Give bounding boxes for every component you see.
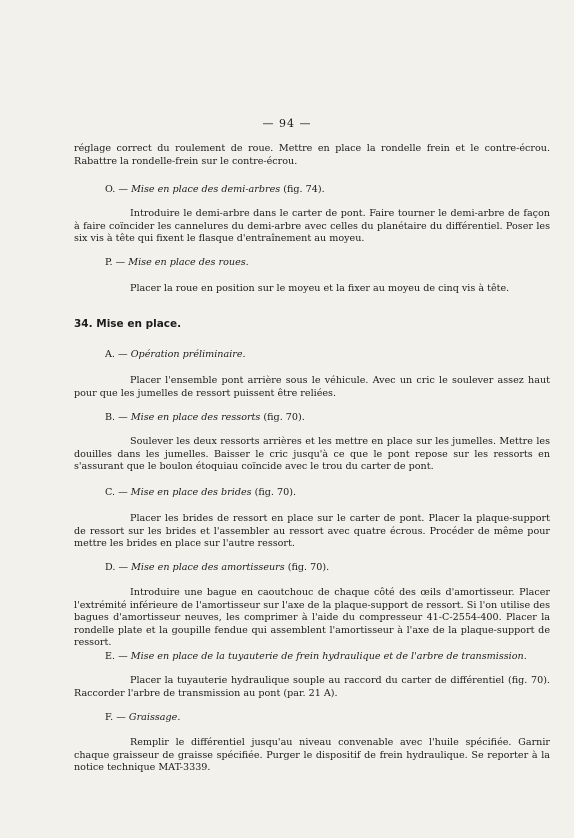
heading-o-title: Mise en place des demi-arbres	[131, 184, 281, 195]
paragraph-p: Placer la roue en position sur le moyeu et la fixer au moyeu de cinq vis à tête.	[130, 283, 510, 294]
heading-c	[105, 487, 296, 498]
page-number: — 94 —	[262, 117, 312, 130]
heading-e-letter: E. —	[105, 651, 128, 662]
heading-p-title: Mise en place des roues.	[128, 257, 249, 268]
paragraph-c: Placer les brides de ressort en place sur le carter de pont. Placer la plaque-support de ressort sur les brides et l'assembler au ressort avec quatre écrous. Procéder de même pour mettre les brides en place sur l'autre ressort.	[74, 513, 550, 550]
heading-o-ref: (fig. 74).	[283, 184, 325, 195]
heading-d-letter: D. —	[105, 562, 129, 573]
heading-c-title: Mise en place des brides	[130, 487, 252, 498]
heading-b-letter: B. —	[105, 412, 128, 423]
heading-d	[105, 562, 329, 573]
heading-b-title: Mise en place des ressorts	[130, 412, 261, 423]
heading-b-ref: (fig. 70).	[263, 412, 305, 423]
paragraph-b: Soulever les deux ressorts arrières et les mettre en place sur les jumelles. Mettre les douilles dans les jumelles. Baisser le cric jusqu'à ce que le pont repose sur les ressorts en s'assurant que le boulon étoquiau coïncide avec le trou du carter de pont.	[74, 436, 550, 473]
paragraph-d: Introduire une bague en caoutchouc de chaque côté des œils d'amortisseur. Placer l'extrémité inférieure de l'amortisseur sur l'axe de la plaque-support de ressort. Si l'on utilise des bagues d'amortisseur neuves, les comprimer à l'aide du compresseur 41-C-2554-400. Placer la rondelle plate et la goupille fendue qui assemblent l'amortisseur à l'axe de la plaque-support de ressort.	[74, 587, 550, 649]
heading-o	[105, 184, 325, 195]
heading-f-letter: F. —	[105, 712, 126, 723]
heading-d-title: Mise en place des amortisseurs	[131, 562, 285, 573]
heading-c-ref: (fig. 70).	[254, 487, 297, 498]
paragraph-a: Placer l'ensemble pont arrière sous le véhicule. Avec un cric le soulever assez haut pour que les jumelles de ressort puissent être reliées.	[74, 375, 550, 399]
heading-a-letter: A. —	[105, 349, 128, 360]
heading-a	[105, 349, 246, 360]
heading-o-letter: O. —	[105, 184, 128, 195]
heading-a-title: Opération préliminaire.	[130, 349, 246, 360]
paragraph-o: Introduire le demi-arbre dans le carter de pont. Faire tourner le demi-arbre de façon à faire coïncider les cannelures du demi-arbre avec celles du planétaire du différentiel. Poser les six vis à tête qui fixent le flasque d'entraînement au moyeu.	[74, 208, 550, 245]
heading-e-title: Mise en place de la tuyauterie de frein hydraulique et de l'arbre de transmission.	[130, 651, 527, 662]
paragraph-e: Placer la tuyauterie hydraulique souple au raccord du carter de différentiel (fig. 70). Raccorder l'arbre de transmission au pont (par. 21 A).	[74, 675, 550, 699]
paragraph-intro: réglage correct du roulement de roue. Mettre en place la rondelle frein et le contre-écrou. Rabattre la rondelle-frein sur le contre-écrou.	[74, 143, 550, 167]
heading-e	[105, 651, 527, 662]
heading-f-title: Graissage.	[128, 712, 181, 723]
heading-b	[105, 412, 305, 423]
heading-p-letter: P. —	[105, 257, 126, 268]
heading-f	[105, 712, 180, 723]
heading-c-letter: C. —	[105, 487, 128, 498]
heading-p	[105, 257, 249, 268]
section-34-heading: 34. Mise en place.	[74, 318, 182, 330]
heading-d-ref: (fig. 70).	[287, 562, 330, 573]
paragraph-f: Remplir le différentiel jusqu'au niveau convenable avec l'huile spécifiée. Garnir chaque graisseur de graisse spécifiée. Purger le dispositif de frein hydraulique. Se reporter à la notice technique MAT-3339.	[74, 737, 550, 774]
